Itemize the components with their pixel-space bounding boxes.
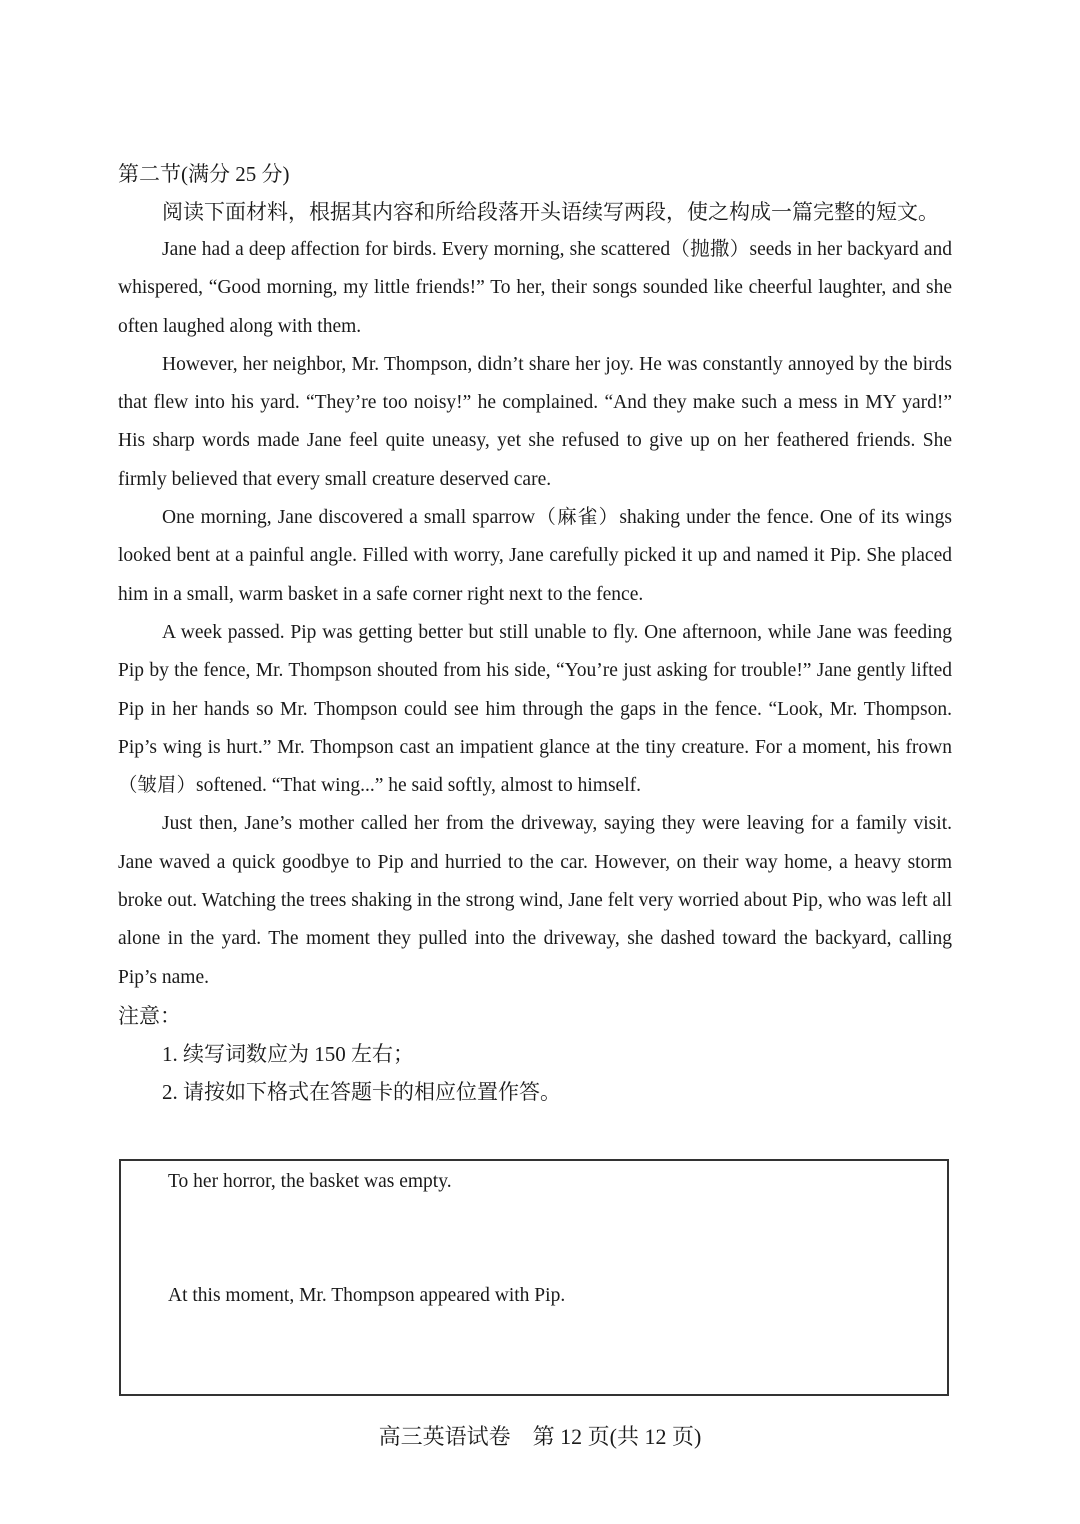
exam-page	[118, 155, 952, 1111]
passage-paragraph: However, her neighbor, Mr. Thompson, didn’t share her joy. He was constantly annoyed by the birds that flew into his yard. “They’re too noisy!” he complained. “And they make such a mess in MY yard!” His sharp words made Jane feel quite uneasy, yet she refused to give up on her feathered friends. She firmly believed that every small creature deserved care.	[118, 353, 952, 490]
note-item: 1. 续写词数应为 150 左右；	[162, 1041, 414, 1066]
passage-paragraph: Jane had a deep affection for birds. Every morning, she scattered（抛撒）seeds in her backyard and whispered, “Good morning, my little friends!” To her, their songs sounded like cheerful laughter, and she often laughed along with them.	[118, 239, 952, 337]
passage-paragraph: Just then, Jane’s mother called her from the driveway, saying they were leaving for a family visit. Jane waved a quick goodbye to Pip and hurried to the car. However, on their way home, a heavy storm broke out. Watching the trees shaking in the strong wind, Jane felt very worried about Pip, who was left all alone in the yard. The moment they pulled into the driveway, she dashed toward the backyard, calling Pip’s name.	[118, 813, 952, 988]
continuation-opening-1: To her horror, the basket was empty.	[168, 1171, 452, 1192]
page-footer: 高三英语试卷 第 12 页(共 12 页)	[378, 1424, 702, 1449]
passage-paragraph: A week passed. Pip was getting better but still unable to fly. One afternoon, while Jane was feeding Pip by the fence, Mr. Thompson shouted from his side, “You’re just asking for trouble!” Jane gently lifted Pip in her hands so Mr. Thompson could see him through the gaps in the fence. “Look, Mr. Thompson. Pip’s wing is hurt.” Mr. Thompson cast an impatient glance at the tiny creature. For a moment, his frown（皱眉）softened. “That wing...” he said softly, almost to himself.	[118, 621, 952, 797]
instruction-text: 阅读下面材料，根据其内容和所给段落开头语续写两段，使之构成一篇完整的短文。	[162, 200, 939, 224]
passage-paragraph: One morning, Jane discovered a small sparrow（麻雀）shaking under the fence. One of its wings looked bent at a painful angle. Filled with worry, Jane carefully picked it up and named it Pip. She placed him in a small, warm basket in a safe corner right next to the fence.	[118, 507, 952, 605]
note-item: 2. 请按如下格式在答题卡的相应位置作答。	[162, 1079, 561, 1104]
answer-format-box	[119, 1159, 949, 1396]
continuation-opening-2: At this moment, Mr. Thompson appeared with Pip.	[168, 1285, 566, 1306]
notes-title: 注意：	[118, 1003, 181, 1028]
section-title: 第二节(满分 25 分)	[118, 162, 290, 186]
